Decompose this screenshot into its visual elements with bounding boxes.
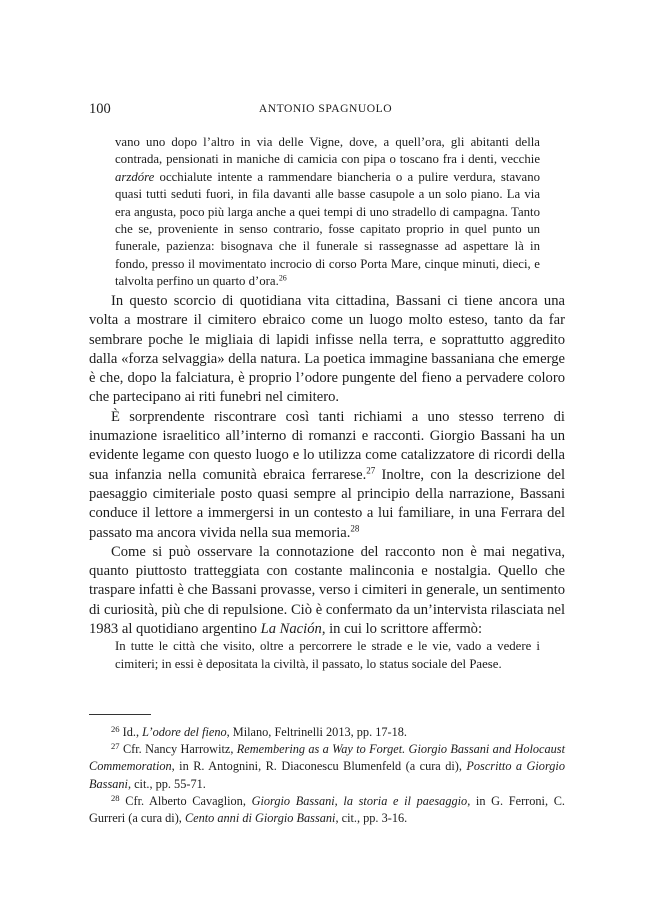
footnote-ref-26[interactable]: 26 xyxy=(278,273,287,283)
newspaper-title: La Nación xyxy=(260,621,322,638)
footnote-28: $^{28}$ Cfr. Alberto Cavaglion, Giorgio Bassani, la storia e il paesaggio, in G. Ferroni, C. Gurreri (a cura di), Cento anni di Giorgio Bassani, cit., pp. 3-16. xyxy=(89,792,565,826)
emphasis: arzdóre xyxy=(115,169,155,184)
paragraph-2: È sorprendente riscontrare così tanti richiami a uno stesso terreno di inumazione israelitico all’interno di romanzi e racconti. Giorgio Bassani ha un evidente legame con questo luogo e lo utilizza come catalizzatore di ricordi della sua infanzia nella comunità ebraica ferrarese.$^{27}$ Inoltre, con la descrizione del paesaggio cimiteriale posto quasi sempre al principio della narrazione, Bassani conduce il lettore a immergersi in un contesto a lui familiare, in una Ferrara del passato ma ancora vivida nella sua memoria.$^{28}$ xyxy=(89,408,565,541)
footnote-number: 28 xyxy=(111,792,120,803)
block-quote xyxy=(115,134,540,291)
footnote-number: 26 xyxy=(111,724,120,735)
body-text xyxy=(89,292,565,639)
page-header xyxy=(89,101,562,117)
interview-quote xyxy=(115,638,540,674)
footnote-27: $^{27}$ Cfr. Nancy Harrowitz, Remembering as a Way to Forget. Giorgio Bassani and Holocaust Commemoration, in R. Antognini, R. Diaconescu Blumenfeld (a cura di), Poscritto a Giorgio Bassani, cit., pp. 55-71. xyxy=(89,741,566,791)
block-quote-paragraph: vano uno dopo l’altro in via delle Vigne, dove, a quell’ora, gli abitanti della contrada, pensionati in maniche di camicia con pipa o toscano fra i denti, vecchie arzdóre occhialute intente a rammendare biancheria o a pulire verdura, stavano quasi tutti seduti fuori, in fila davanti alle basse casupole a un solo piano. La via era angusta, poco più larga anche a quei tempi di uno stradello di campagna. Tanto che se, proveniente in senso contrario, fosse capitato proprio in quel punto un funerale, pazienza: bisognava che il funerale si rassegnasse ad aspettare là in fondo, presso il movimentato incrocio di corso Porta Mare, cinque minuti, dieci, e talvolta perfino un quarto d’ora.$^{26}$ xyxy=(115,135,540,289)
footnote-26: $^{26}$ Id., L’odore del fieno, Milano, Feltrinelli 2013, pp. 17-18. xyxy=(111,724,407,739)
footnotes xyxy=(89,724,565,827)
footnote-number: 27 xyxy=(111,741,120,752)
interview-quote-text: In tutte le città che visito, oltre a percorrere le strade e le vie, vado a vedere i cimiteri; in essi è depositata la civiltà, il passato, lo status sociale del Paese. xyxy=(115,639,540,671)
footnote-ref-28[interactable]: 28 xyxy=(350,523,360,534)
footnote-divider xyxy=(89,714,151,715)
footnote-ref-27[interactable]: 27 xyxy=(366,465,376,476)
running-head: ANTONIO SPAGNUOLO xyxy=(258,102,393,115)
page-number: 100 xyxy=(89,101,111,117)
paragraph-1: In questo scorcio di quotidiana vita cittadina, Bassani ci tiene ancora una volta a mostrare il cimitero ebraico come un luogo molto esteso, tanto da far sembrare poche le migliaia di lapidi infisse nella terra, e soprattutto aggredito dalla «forza selvaggia» della natura. La poetica immagine bassaniana che emerge è che, dopo la falciatura, è proprio l’odore pungente del fieno a pervadere coloro che partecipano ai riti funebri nel cimitero. xyxy=(89,293,565,406)
paragraph-3: Come si può osservare la connotazione del racconto non è mai negativa, quanto piuttosto tratteggiata con costante malinconia e nostalgia. Quello che traspare infatti è che Bassani provasse, verso i cimiteri in generale, un sentimento di curiosità, più che di repulsione. Ciò è confermato da un’intervista rilasciata nel 1983 al quotidiano argentino La Nación, in cui lo scrittore affermò: xyxy=(89,543,565,638)
